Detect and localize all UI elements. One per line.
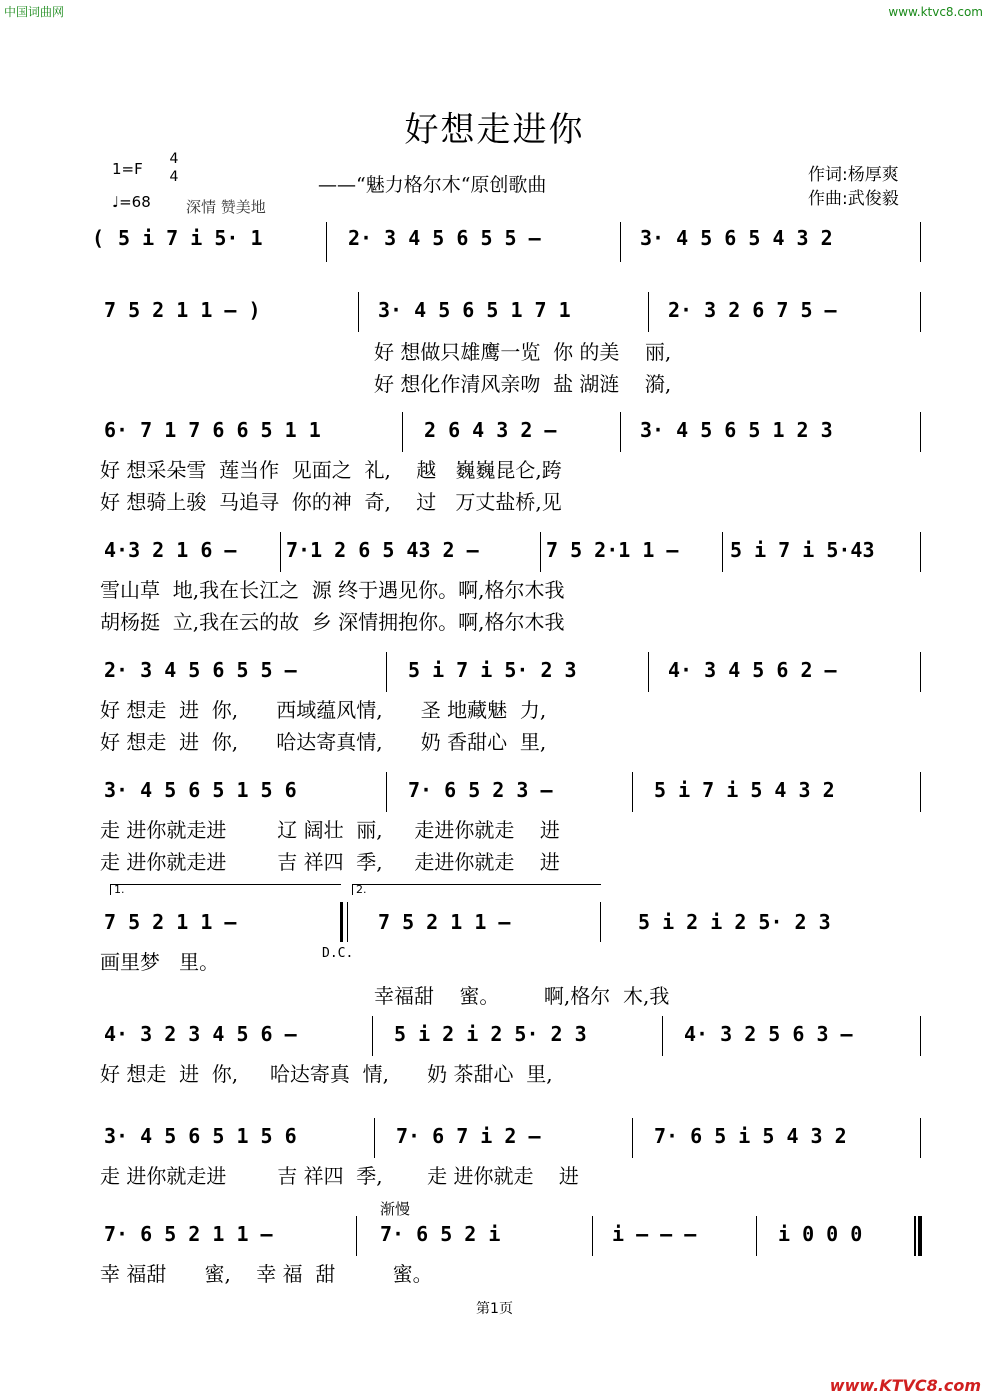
lyric-line: 走 进你就走进 吉 祥四 季, 走 进你就走 进: [100, 1164, 579, 1188]
page-number: 第1页: [476, 1301, 513, 1317]
measure: 7 5 2·1 1 –: [546, 538, 679, 562]
bar-line: [920, 292, 921, 332]
time-signature: [166, 150, 182, 186]
bar-line: [386, 772, 387, 812]
measure: 7 5 2 1 1 –: [104, 910, 237, 934]
score-row-8: [0, 1022, 989, 1056]
bar-line: [756, 1216, 757, 1256]
ritardando-marking: 渐慢: [380, 1200, 411, 1218]
bar-line: [540, 532, 541, 572]
bar-line: [920, 1016, 921, 1056]
bar-line: [386, 652, 387, 692]
final-bar-line-thin: [914, 1216, 916, 1256]
final-bar-line-thick: [918, 1216, 922, 1256]
measure: 4· 3 4 5 6 2 –: [668, 658, 837, 682]
measure: 2· 3 2 6 7 5 –: [668, 298, 837, 322]
second-ending-bracket: 2.: [352, 884, 601, 895]
score-row-5: [0, 658, 989, 692]
bar-line: [592, 1216, 593, 1256]
subtitle: ——“魅力格尔木“原创歌曲: [318, 174, 547, 196]
bar-line: [920, 532, 921, 572]
expression-marking: 深情 赞美地: [186, 198, 266, 216]
key-signature: 1=F: [112, 160, 143, 178]
measure: 3· 4 5 6 5 1 5 6: [104, 1124, 297, 1148]
bar-line: [920, 772, 921, 812]
bar-line: [648, 292, 649, 332]
measure: i 0 0 0: [778, 1222, 863, 1246]
tempo-marking: ♩=68: [112, 193, 151, 211]
bar-line: [632, 1118, 633, 1158]
lyric-line-verse-2: 走 进你就走进 吉 祥四 季, 走进你就走 进: [100, 850, 560, 874]
score-row-9: [0, 1124, 989, 1158]
measure: 5 i 7 i 5·43: [730, 538, 875, 562]
bar-line: [620, 412, 621, 452]
lyric-line: 幸 福甜 蜜, 幸 福 甜 蜜。: [100, 1262, 433, 1286]
score-row-7: [0, 910, 989, 944]
measure: 7· 6 5 i 5 4 3 2: [654, 1124, 847, 1148]
bar-line: [662, 1016, 663, 1056]
score-row-3: [0, 418, 989, 452]
site-watermark-right: www.ktvc8.com: [888, 5, 983, 19]
score-row-4: [0, 538, 989, 572]
measure: 2· 3 4 5 6 5 5 –: [104, 658, 297, 682]
score-row-10: [0, 1222, 989, 1256]
dc-marking: D.C.: [322, 946, 354, 961]
measure: 3· 4 5 6 5 1 7 1: [378, 298, 571, 322]
lyric-line-ending-2: 幸福甜 蜜。 啊,格尔 木,我: [374, 984, 670, 1008]
bar-line: [722, 532, 723, 572]
measure: (: [92, 226, 105, 250]
site-watermark-left: 中国词曲网: [4, 5, 65, 19]
bar-line: [648, 652, 649, 692]
measure: 6· 7 1 7 6 6 5 1 1: [104, 418, 321, 442]
lyric-line-verse-2: 好 想骑上骏 马追寻 你的神 奇, 过 万丈盐桥,见: [100, 490, 562, 514]
site-watermark-bottom: www.KTVC8.com: [829, 1376, 981, 1395]
measure: 7· 6 7 i 2 –: [396, 1124, 541, 1148]
bar-line: [402, 412, 403, 452]
bar-line: [374, 1118, 375, 1158]
score-row-6: [0, 778, 989, 812]
measure: 7·1 2 6 5 43 2 –: [286, 538, 479, 562]
measure: 7 5 2 1 1 – ): [104, 298, 261, 322]
measure: 3· 4 5 6 5 4 3 2: [640, 226, 833, 250]
bar-line: [280, 532, 281, 572]
measure: 3· 4 5 6 5 1 2 3: [640, 418, 833, 442]
score-row-2: [0, 298, 989, 332]
measure: 3· 4 5 6 5 1 5 6: [104, 778, 297, 802]
bar-line: [600, 902, 601, 942]
measure: i – – –: [612, 1222, 697, 1246]
measure: 5 i 7 i 5· 2 3: [408, 658, 577, 682]
measure: 5 i 7 i 5· 1: [118, 226, 263, 250]
lyric-line-verse-1: 好 想采朵雪 莲当作 见面之 礼, 越 巍巍昆仑,跨: [100, 458, 562, 482]
lyricist-credit: 作词:杨厚爽: [808, 165, 899, 185]
tempo-value: =68: [119, 193, 151, 211]
measure: 7 5 2 1 1 –: [378, 910, 511, 934]
bar-line: [358, 292, 359, 332]
lyric-line-verse-1: 好 想做只雄鹰一览 你 的美 丽,: [374, 340, 672, 364]
score-row-1: [0, 226, 989, 260]
time-top: 4: [169, 151, 179, 167]
measure: 7· 6 5 2 i: [380, 1222, 501, 1246]
bar-line: [920, 652, 921, 692]
lyric-line-verse-2: 好 想走 进 你, 哈达寄真情, 奶 香甜心 里,: [100, 730, 547, 754]
bar-line: [632, 772, 633, 812]
measure: 2 6 4 3 2 –: [424, 418, 557, 442]
bar-line: [920, 1118, 921, 1158]
lyric-line: 好 想走 进 你, 哈达寄真 情, 奶 茶甜心 里,: [100, 1062, 553, 1086]
measure: 4·3 2 1 6 –: [104, 538, 237, 562]
lyric-line-verse-2: 好 想化作清风亲吻 盐 湖涟 漪,: [374, 372, 672, 396]
measure: 5 i 2 i 2 5· 2 3: [638, 910, 831, 934]
measure: 4· 3 2 5 6 3 –: [684, 1022, 853, 1046]
bar-line: [920, 412, 921, 452]
bar-line: [620, 222, 621, 262]
repeat-bar-line: [340, 902, 348, 942]
lyric-line-verse-2: 胡杨挺 立,我在云的故 乡 深情拥抱你。啊,格尔木我: [100, 610, 565, 634]
lyric-line-verse-1: 雪山草 地,我在长江之 源 终于遇见你。啊,格尔木我: [100, 578, 565, 602]
bar-line: [356, 1216, 357, 1256]
bar-line: [326, 222, 327, 262]
lyric-line-ending-1: 画里梦 里。: [100, 950, 220, 974]
measure: 7· 6 5 2 1 1 –: [104, 1222, 273, 1246]
measure: 4· 3 2 3 4 5 6 –: [104, 1022, 297, 1046]
measure: 5 i 2 i 2 5· 2 3: [394, 1022, 587, 1046]
time-bottom: 4: [169, 169, 179, 185]
measure: 2· 3 4 5 6 5 5 –: [348, 226, 541, 250]
first-ending-bracket: 1.: [110, 884, 341, 895]
bar-line: [920, 222, 921, 262]
lyric-line-verse-1: 走 进你就走进 辽 阔壮 丽, 走进你就走 进: [100, 818, 560, 842]
composer-credit: 作曲:武俊毅: [808, 189, 899, 209]
song-title: 好想走进你: [404, 110, 585, 150]
bar-line: [372, 1016, 373, 1056]
measure: 7· 6 5 2 3 –: [408, 778, 553, 802]
lyric-line-verse-1: 好 想走 进 你, 西域蕴风情, 圣 地藏魅 力,: [100, 698, 547, 722]
measure: 5 i 7 i 5 4 3 2: [654, 778, 835, 802]
